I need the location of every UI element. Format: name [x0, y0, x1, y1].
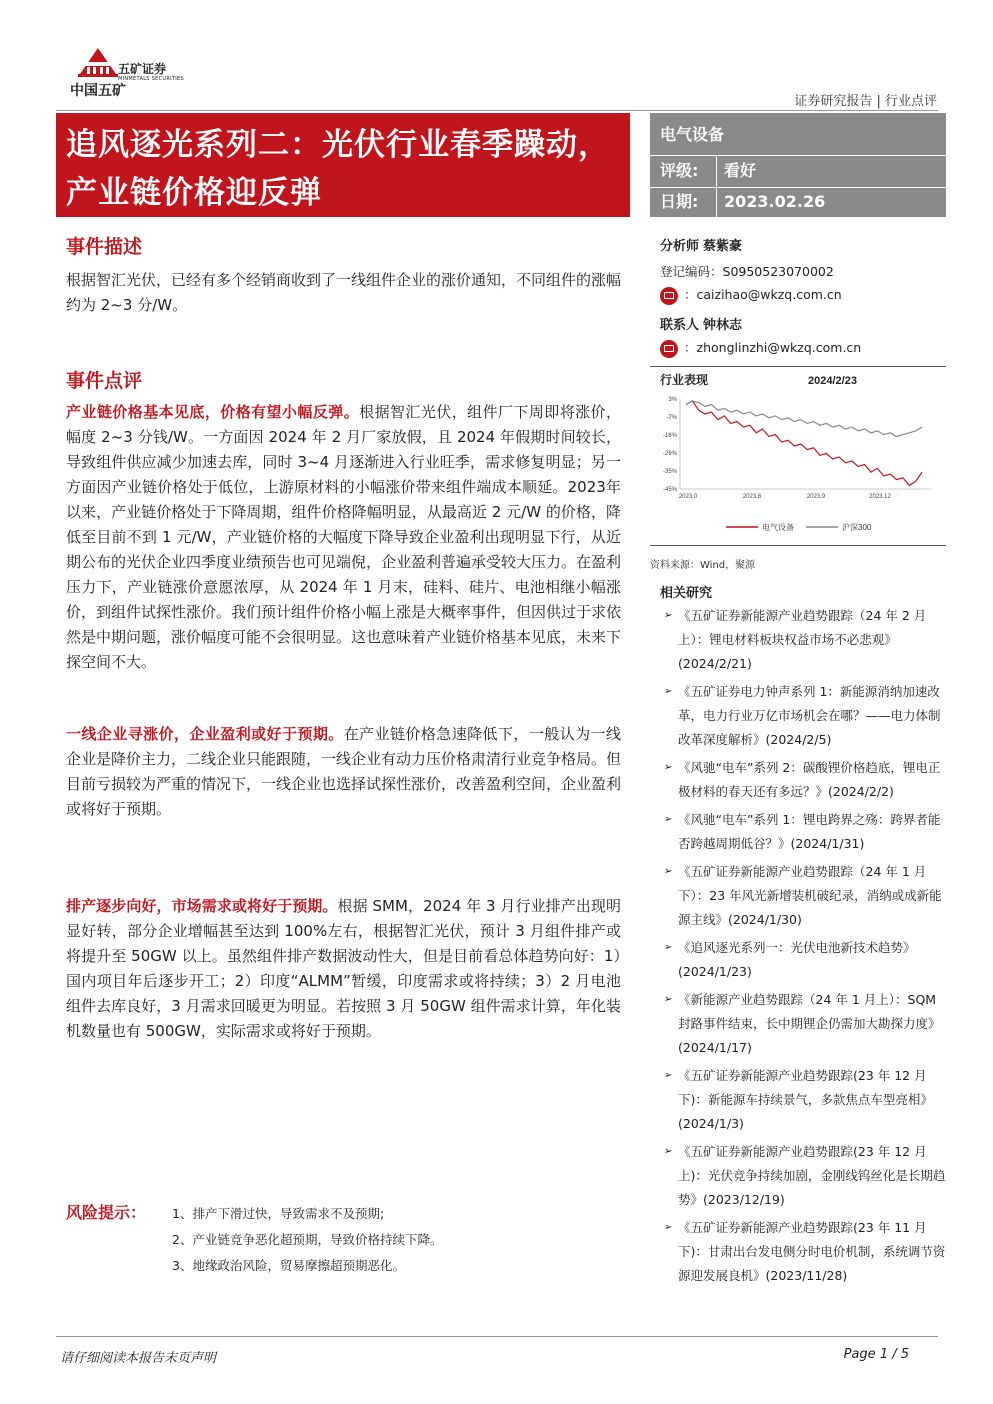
chart-y-tick-label: -45%	[662, 487, 677, 493]
reg-code: S0950523070002	[722, 264, 834, 279]
review-para-3-text: 根据 SMM，2024 年 3 月行业排产出现明显好转，部分企业增幅甚至达到 100%左右，根据智汇光伏，预计 3 月组件排产或将提升至 50GW 以上。虽然组件排产数据波动性大，但是目前看总体趋势向好：1）国内项目年后逐步开工；2）印度“ALMM”暂缓，印度需求或将持续；3）2 月电池组件去库良好，3 月需求回暖更为明显。若按照 3 月 50GW 组件需求计算，年化装机数量也有 500GW，实际需求或将好于预期。	[66, 897, 621, 1040]
contact-email-row	[660, 338, 861, 358]
related-item[interactable]: ➢ 《五矿证券新能源产业趋势跟踪(23 年 12 月下)：新能源车持续景气，多款焦点车型亮相》(2024/1/3)	[664, 1064, 946, 1136]
chart-legend-label: 电气设备	[762, 523, 794, 532]
risk-heading: 风险提示：	[66, 1203, 147, 1222]
email-prefix: ：	[684, 287, 697, 302]
analyst-name: 蔡紫豪	[703, 239, 743, 254]
related-item[interactable]: ➢ 《追风逐光系列一：光伏电池新技术趋势》(2024/1/23)	[664, 936, 946, 984]
related-heading: 相关研究	[660, 586, 713, 601]
related-item[interactable]: ➢ 《五矿证券新能源产业趋势跟踪（24 年 2 月上）：锂电材料板块权益市场不必悲观》(2024/2/21)	[664, 604, 946, 676]
review-para-3-lead: 排产逐步向好，市场需求或将好于预期。	[66, 897, 338, 915]
chart-series-line	[686, 401, 922, 437]
rating-value: 看好	[724, 161, 757, 180]
email-icon	[660, 340, 678, 358]
date-value: 2023.02.26	[724, 192, 826, 211]
rating-label: 评级:	[660, 161, 699, 180]
review-para-1	[66, 400, 621, 675]
info-box	[650, 113, 946, 217]
review-para-2-lead: 一线企业寻涨价，企业盈利或好于预期。	[66, 725, 344, 743]
page-number: Page 1 / 5	[843, 1347, 909, 1362]
logo-securities-text: 五矿证券	[118, 62, 167, 76]
event-review-heading: 事件点评	[66, 370, 143, 392]
chart-series-line	[686, 401, 922, 485]
related-item[interactable]: ➢ 《风驰“电车”系列 2：碳酸锂价格趋底，锂电正极材料的春天还有多远？》(2024/2/2)	[664, 756, 946, 804]
reg-label: 登记编码：	[660, 264, 723, 279]
related-item[interactable]: ➢ 《五矿证券电力钟声系列 1：新能源消纳加速改革，电力行业万亿市场机会在哪？——电力体制改革深度解析》(2024/2/5)	[664, 680, 946, 752]
chart-y-tick-label: -26%	[662, 451, 677, 457]
minmetals-logo-icon	[76, 44, 120, 78]
related-item[interactable]: ➢ 《五矿证券新能源产业趋势跟踪(23 年 11 月下)：甘肃出台发电侧分时电价机制，系统调节资源迎发展良机》(2023/11/28)	[664, 1216, 946, 1288]
chart-x-tick-label: 2023.12	[869, 494, 891, 500]
chart-x-tick-label: 2023.0	[678, 494, 698, 500]
analyst-name-row	[660, 235, 742, 254]
date-label: 日期:	[660, 192, 699, 211]
chart-x-tick-label: 2023.9	[806, 494, 826, 500]
chart-svg	[650, 367, 946, 545]
analyst-label: 分析师	[660, 239, 700, 254]
related-item[interactable]: ➢ 《新能源产业趋势跟踪（24 年 1 月上）：SQM 封路事件结束，长中期锂企仍需加大勘探力度》(2024/1/17)	[664, 988, 946, 1060]
email-prefix: ：	[684, 340, 697, 355]
related-item[interactable]: ➢ 《风驰“电车”系列 1：锂电跨界之殇：跨界者能否跨越周期低谷？》(2024/1/31)	[664, 808, 946, 856]
report-title: 追风逐光系列二：光伏行业春季躁动，产业链价格迎反弹	[66, 127, 610, 211]
chart-x-tick-label: 2023.6	[742, 494, 762, 500]
related-item[interactable]: ➢ 《五矿证券新能源产业趋势跟踪(23 年 12 月上)：光伏竞争持续加剧，金刚线钨丝化是长期趋势》(2023/12/19)	[664, 1140, 946, 1212]
chart-y-tick-label: -35%	[662, 469, 677, 475]
chart-y-tick-label: -7%	[666, 415, 677, 421]
report-type: 证券研究报告 | 行业点评	[794, 94, 937, 109]
event-desc-text: 根据智汇光伏，已经有多个经销商收到了一线组件企业的涨价通知，不同组件的涨幅约为 2~3 分/W。	[66, 271, 622, 314]
review-para-1-text: 根据智汇光伏，组件厂下周即将涨价，幅度 2~3 分钱/W。一方面因 2024 年 2 月厂家放假，且 2024 年假期时间较长，导致组件供应减少加速去库，同时 3~4 月逐渐进入行业旺季，需求修复明显；另一方面因产业链价格处于低位，上游原材料的小幅涨价带来组件端成本顺延。2023年以来，产业链价格处于下降周期，组件价格降幅明显，从最高近 2 元/W 的价格，降低至目前不到 1 元/W，产业链价格的大幅度下降导致企业盈利出现明显下行，从近期公布的光伏企业四季度业绩预告也可见端倪，企业盈利普遍承受较大压力。在盈利压力下，产业链涨价意愿浓厚，从 2024 年 1 月末，硅料、硅片、电池相继小幅涨价，到组件试探性涨价。我们预计组件价格小幅上涨是大概率事件，但因供过于求依然是中期问题，涨价幅度可能不会很明显。这也意味着产业链价格基本见底，未来下探空间不大。	[66, 403, 622, 671]
analyst-email-link[interactable]: caizihao@wkzq.com.cn	[696, 287, 842, 302]
risk-item: 3、地缘政治风险，贸易摩擦超预期恶化。	[172, 1258, 405, 1273]
title-banner	[56, 113, 630, 217]
review-para-2	[66, 722, 621, 822]
risk-item: 2、产业链竞争恶化超预期，导致价格持续下降。	[172, 1232, 443, 1247]
contact-label: 联系人	[660, 318, 700, 333]
review-para-1-lead: 产业链价格基本见底，价格有望小幅反弹。	[66, 403, 360, 421]
related-item[interactable]: ➢ 《五矿证券新能源产业趋势跟踪（24 年 1 月下）：23 年风光新增装机破纪录，消纳或成新能源主线》(2024/1/30)	[664, 860, 946, 932]
info-vdivider	[716, 156, 717, 217]
analyst-email-row	[660, 285, 842, 305]
related-list	[664, 604, 946, 1292]
chart-date: 2024/2/23	[808, 375, 857, 387]
review-para-2-text: 在产业链价格急速降低下，一般认为一线企业是降价主力，二线企业只能跟随，一线企业有动力压价格肃清行业竞争格局。但目前亏损较为严重的情况下，一线企业也选择试探性涨价，改善盈利空间，企业盈利或将好于预期。	[66, 725, 622, 818]
analyst-reg-row	[660, 262, 834, 280]
chart-legend-label: 沪深300	[842, 523, 872, 532]
sector-label: 电气设备	[660, 125, 725, 144]
email-icon	[660, 287, 678, 305]
logo-securities-en: MINMETALS SECURITIES	[118, 76, 184, 82]
contact-name: 钟林志	[703, 318, 743, 333]
industry-performance-chart	[650, 366, 946, 546]
contact-email-link[interactable]: zhonglinzhi@wkzq.com.cn	[696, 340, 862, 355]
chart-source: 资料来源：Wind，聚源	[650, 560, 756, 571]
chart-title: 行业表现	[660, 373, 709, 387]
chart-y-tick-label: 3%	[668, 397, 677, 403]
review-para-3	[66, 894, 621, 1044]
header-divider	[56, 110, 938, 111]
event-desc-heading: 事件描述	[66, 236, 143, 258]
contact-name-row	[660, 314, 742, 333]
footer-divider	[56, 1336, 938, 1337]
chart-y-tick-label: -16%	[662, 433, 677, 439]
risk-item: 1、排产下滑过快，导致需求不及预期;	[172, 1206, 385, 1221]
logo-cn-text: 中国五矿	[70, 83, 126, 99]
footer-disclaimer: 请仔细阅读本报告末页声明	[60, 1351, 217, 1366]
company-logo	[62, 44, 222, 100]
